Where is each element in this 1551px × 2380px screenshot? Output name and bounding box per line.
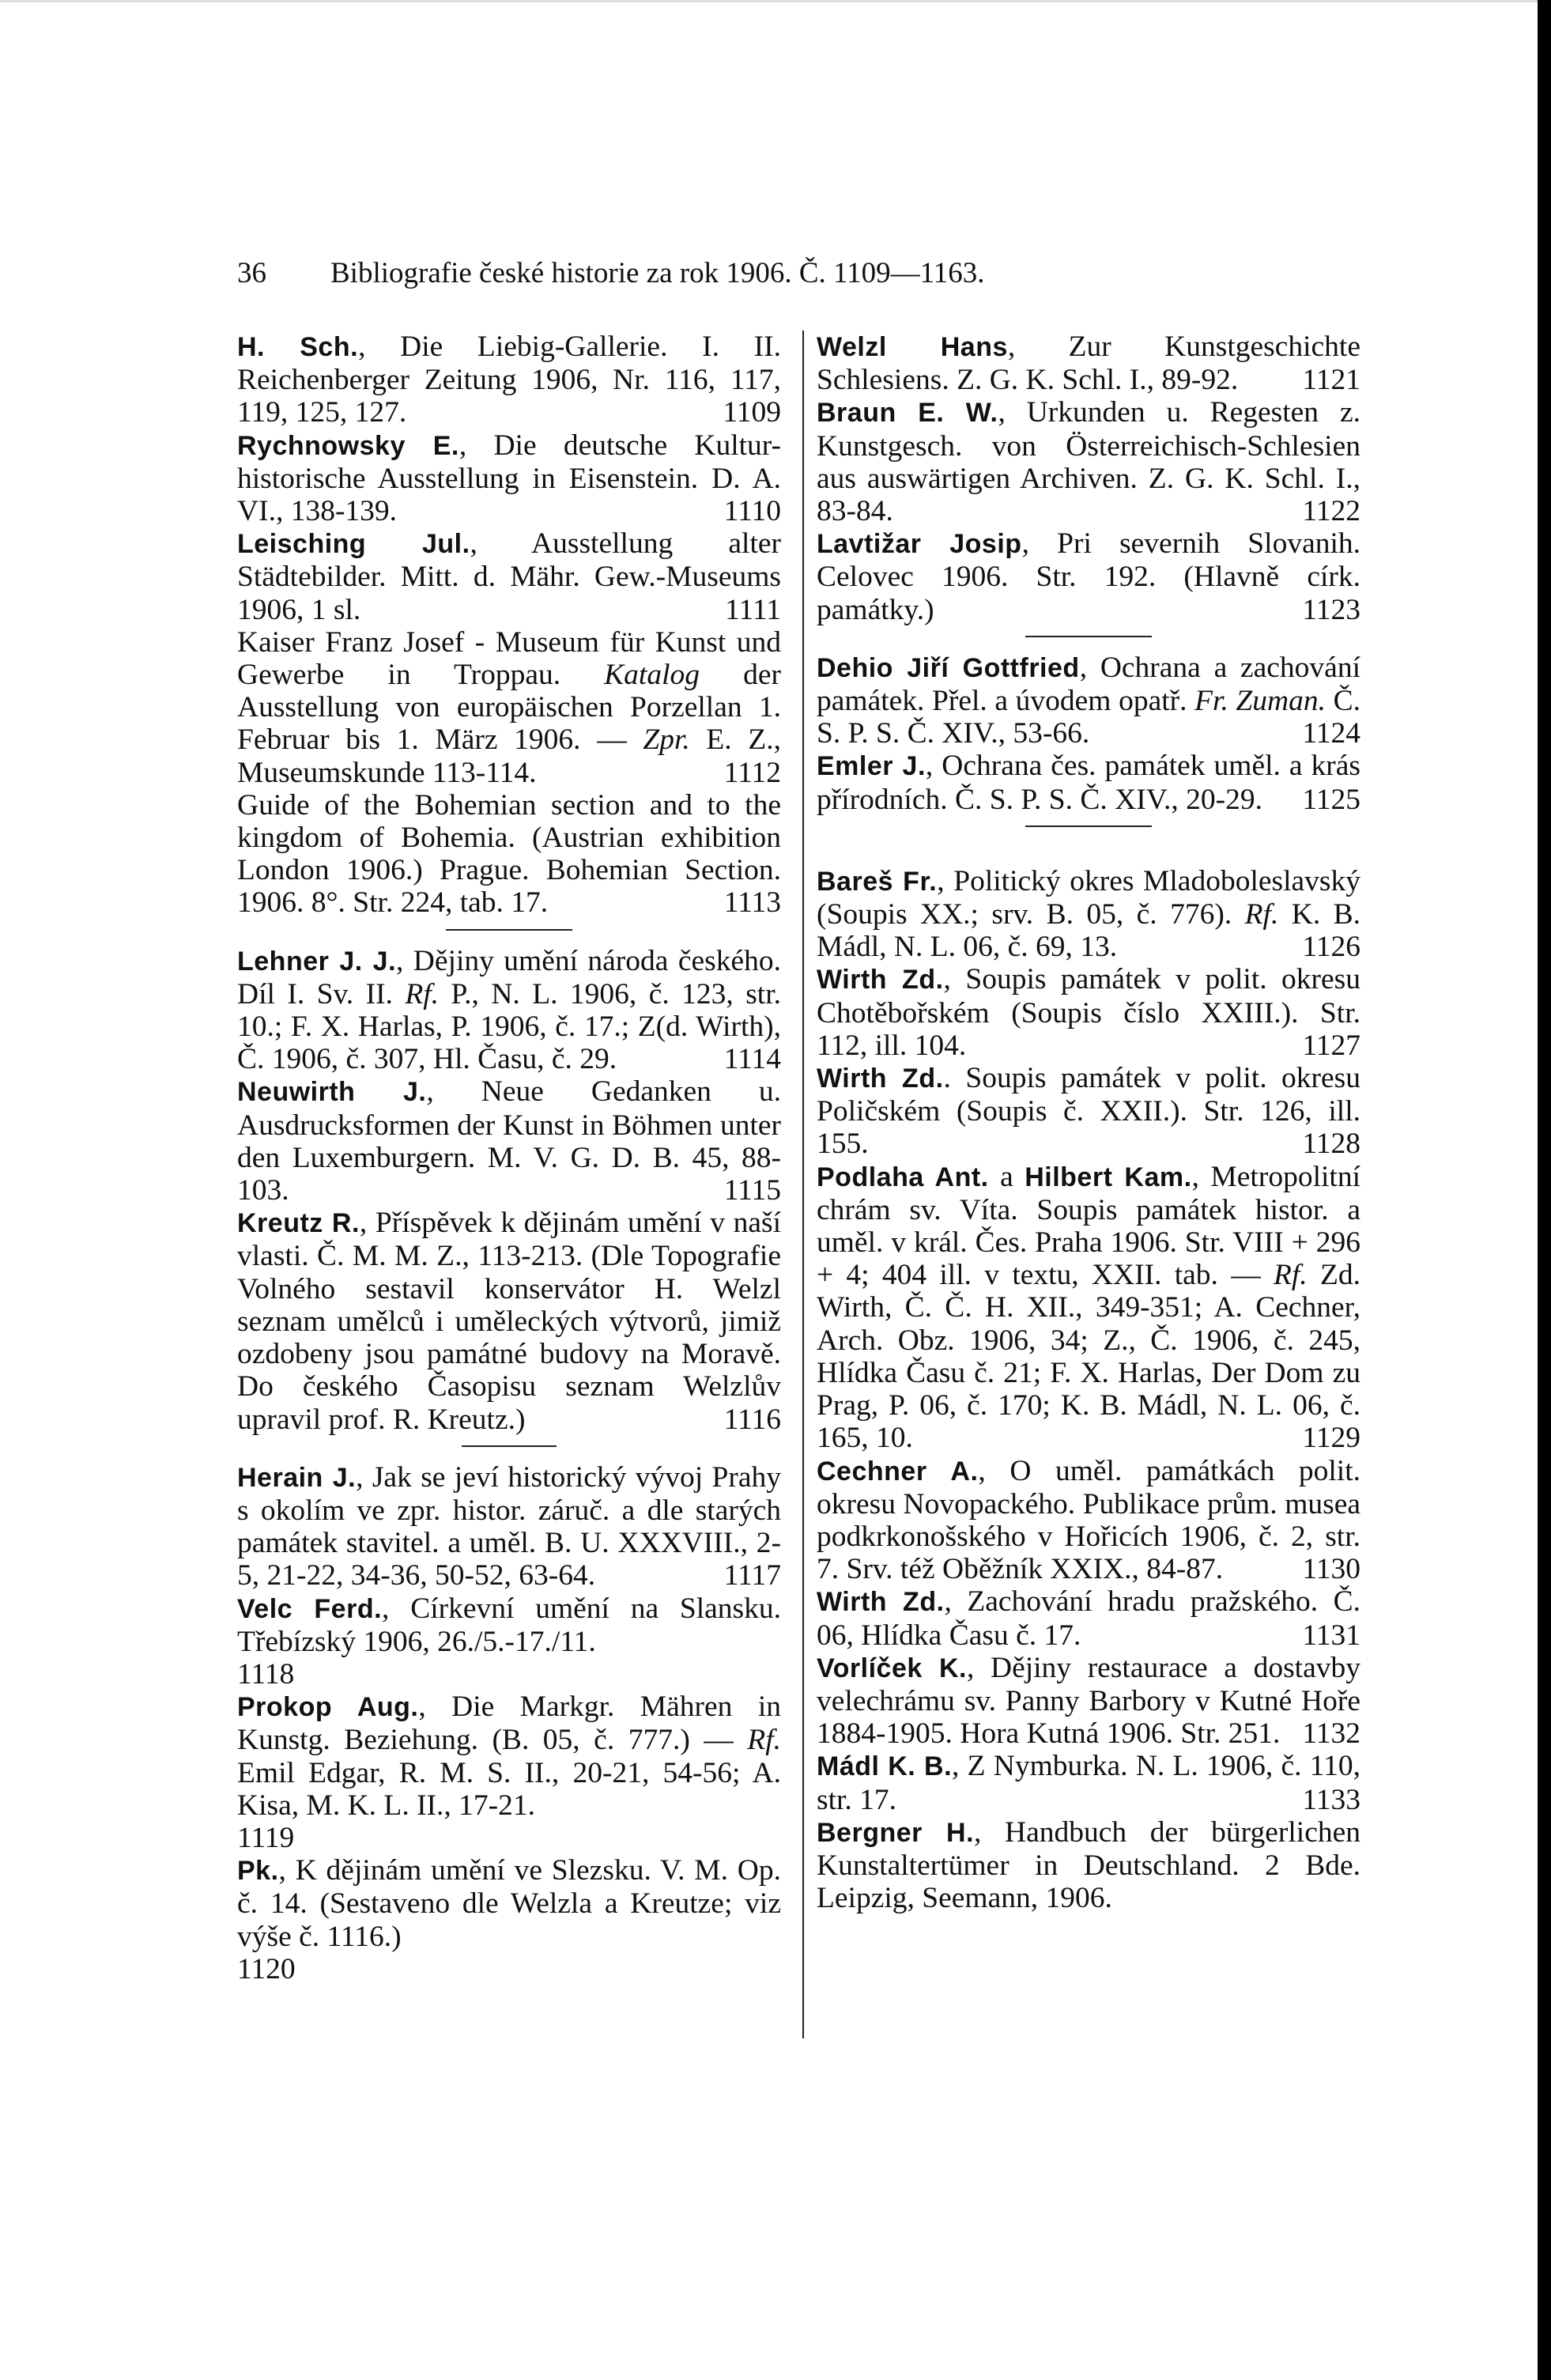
entry-author: Velc Ferd. <box>237 1593 383 1624</box>
entry-author: Emler J. <box>817 751 926 782</box>
entry-number-line <box>237 1822 781 1854</box>
entry-text: Kaiser Franz Josef - Museum für Kunst und Gewerbe in Troppau. <box>237 625 781 692</box>
entry-number: 1120 <box>237 1952 296 1985</box>
entry-text: , Die deutsche Kultur-historische Ausstellung in Eisenstein. D. A. VI., 138-139. <box>237 429 782 528</box>
entry-1114 <box>237 945 781 1076</box>
entry-text: , Ochrana čes. památek uměl. a krás přírodních. Č. S. P. S. Č. XIV., 20-29. <box>817 750 1360 816</box>
entry-author: Bergner H. <box>817 1817 975 1848</box>
entry-author: Leisching Jul. <box>237 529 470 560</box>
running-title: Bibliografie české historie za rok 1906. Č. 1109—1163. <box>330 257 985 289</box>
entry-1126 <box>817 865 1360 964</box>
entry-text: , Politický okres Mladoboleslavský (Soupis XX.; srv. B. 05, č. 776). <box>817 864 1361 931</box>
entry-number: 1113 <box>723 886 781 920</box>
entry-1116 <box>237 1207 781 1435</box>
entry-number: 1110 <box>723 495 781 528</box>
page-number: 36 <box>237 257 266 289</box>
entry-author: Wirth Zd. <box>817 1063 944 1094</box>
entry-1120 <box>237 1854 781 1953</box>
entry-text: , Jak se jeví historický vývoj Prahy s okolím ve zpr. histor. záruč. a dle starých památek stavitel. a uměl. B. U. XXXVIII., 2-5, 21-22, 34-36, 50-52, 63-64. <box>237 1460 781 1592</box>
entry-text: , Die Markgr. Mähren in Kunstg. Beziehung. (B. 05, č. 777.) — <box>237 1691 781 1757</box>
entry-author: Lehner J. J. <box>237 946 397 977</box>
right-column <box>817 331 1360 1914</box>
entry-text: , Ausstellung alter Städtebilder. Mitt. d. Mähr. Gew.-Museums 1906, 1 sl. <box>237 527 781 626</box>
entry-text: Č. S. P. S. Č. XIV., 53-66. <box>817 685 1360 750</box>
entry-author: Neuwirth J. <box>237 1077 427 1108</box>
entry-author: Braun E. W. <box>817 398 998 429</box>
column-divider <box>802 331 804 2038</box>
entry-author: Rychnowsky E. <box>237 430 459 461</box>
section-separator <box>446 929 572 931</box>
entry-1123 <box>817 527 1360 626</box>
entry-1117 <box>237 1461 781 1592</box>
entry-author: Dehio Jiří Gottfried <box>817 652 1080 683</box>
entry-number: 1109 <box>723 396 781 429</box>
entry-number: 1129 <box>1302 1422 1360 1455</box>
entry-1131 <box>817 1585 1360 1651</box>
entry-text: , Z Nymburka. N. L. 1906, č. 110, str. 17. <box>817 1750 1361 1816</box>
entry-italic: Rf. <box>1273 1259 1308 1292</box>
spacer <box>817 841 1360 865</box>
entry-author: Cechner A. <box>817 1456 979 1487</box>
entry-number: 1123 <box>1302 593 1360 626</box>
entry-number: 1133 <box>1302 1783 1360 1816</box>
entry-text: der Ausstellung von europäischen Porzellan 1. Februar bis 1. März 1906. — <box>237 659 781 757</box>
entry-text: , K dějinám umění ve Slezsku. V. M. Op. č. 14. (Sestaveno dle Welzla a Kreutze; viz výše č. 1116.) <box>237 1854 781 1953</box>
entry-number: 1124 <box>1302 717 1360 750</box>
entry-author: Pk. <box>237 1856 279 1887</box>
entry-coauthor: Hilbert Kam. <box>1025 1162 1192 1192</box>
entry-text: , Dějiny restaurace a dostavby velechrámu sv. Panny Barbory v Kutné Hoře 1884-1905. Hora Kutná 1906. Str. 251. <box>817 1651 1360 1751</box>
entry-1133 <box>817 1750 1360 1815</box>
left-column <box>237 331 781 1985</box>
entry-1111 <box>237 527 781 626</box>
entry-text: , Die Liebig-Gallerie. I. II. Reichenberger Zeitung 1906, Nr. 116, 117, 119, 125, 127. <box>237 331 782 429</box>
section-separator <box>1025 636 1152 637</box>
entry-1124 <box>817 652 1360 750</box>
entry-author: Prokop Aug. <box>237 1692 419 1723</box>
entry-italic: Rf. <box>747 1724 781 1757</box>
page-header <box>237 255 1368 293</box>
entry-text: K. B. Mádl, N. L. 06, č. 69, 13. <box>817 898 1360 964</box>
entry-number: 1119 <box>237 1821 295 1854</box>
entry-1121 <box>817 331 1360 396</box>
entry-number: 1116 <box>723 1403 781 1436</box>
entry-author: Wirth Zd. <box>817 965 944 995</box>
entry-number: 1127 <box>1302 1029 1360 1062</box>
entry-1112 <box>237 626 781 789</box>
entry-author: Lavtižar Josip <box>817 529 1022 560</box>
section-separator <box>1025 825 1152 827</box>
entry-1109 <box>237 331 781 429</box>
entry-text: , Ochrana a zachování památek. Přel. a úvodem opatř. <box>817 651 1360 718</box>
entry-author: Vorlíček K. <box>817 1653 967 1683</box>
entry-text: , Příspěvek k dějinám umění v naší vlasti. Č. M. M. Z., 113-213. (Dle Topografie Volného sestavil konservátor H. Welzl seznam umělců i uměleckých výtvorů, jimiž ozdobeny jsou památné budovy na Moravě. Do českého Časopisu seznam Welzlův upravil prof. R. Kreutz.) <box>237 1207 781 1436</box>
entry-text: Emil Edgar, R. M. S. II., 20-21, 54-56; A. Kisa, M. K. L. II., 17-21. <box>237 1756 781 1822</box>
entry-italic: Katalog <box>604 659 700 692</box>
entry-1134 <box>817 1816 1360 1915</box>
entry-text: , O uměl. památkách polit. okresu Novopackého. Publikace prům. musea podkrkonošského v Hořicích 1906, č. 2, str. 7. Srv. též Oběžník XXIX., 84-87. <box>817 1454 1361 1586</box>
entry-1125 <box>817 750 1360 815</box>
entry-text: , Neue Gedanken u. Ausdrucksformen der Kunst in Böhmen unter den Luxemburgern. M. V. G. D. B. 45, 88-103. <box>237 1075 781 1207</box>
entry-1130 <box>817 1455 1360 1586</box>
entry-number: 1111 <box>725 593 781 626</box>
entry-number: 1128 <box>1302 1128 1360 1161</box>
entry-text: , Zur Kunstgeschichte Schlesiens. Z. G. K. Schl. I., 89-92. <box>817 331 1360 397</box>
entry-text: , Soupis památek v polit. okresu Chotěbořském (Soupis číslo XXIII.). Str. 112, ill. 104. <box>817 963 1361 1062</box>
entry-author: Welzl Hans <box>817 332 1008 362</box>
entry-1115 <box>237 1075 781 1207</box>
entry-number: 1132 <box>1302 1717 1360 1751</box>
entry-number: 1125 <box>1302 783 1360 816</box>
entry-1119 <box>237 1691 781 1822</box>
entry-author: Bareš Fr. <box>817 866 938 897</box>
entry-author: Mádl K. B. <box>817 1751 953 1782</box>
entry-text: Zd. Wirth, Č. Č. H. XII., 349-351; A. Cechner, Arch. Obz. 1906, 34; Z., Č. 1906, č. 245, Hlídka Času č. 21; F. X. Harlas, Der Dom zu Prag, P. 06, č. 170; K. B. Mádl, N. L. 06, č. 165, 10. <box>817 1259 1360 1455</box>
entry-text: , Pri severnih Slovanih. Celovec 1906. Str. 192. (Hlavně círk. památky.) <box>817 527 1361 626</box>
entry-number: 1131 <box>1302 1619 1360 1652</box>
entry-italic: Rf. <box>405 977 440 1011</box>
entry-text: , Urkunden u. Regesten z. Kunstgesch. von Österreichisch-Schlesien aus auswärtigen Archiven. Z. G. K. Schl. I., 83-84. <box>817 396 1360 528</box>
entry-italic: Rf. <box>1244 898 1279 931</box>
entry-italic: Fr. Zuman. <box>1194 685 1326 718</box>
entry-text: E. Z., Museumskunde 113-114. <box>237 723 781 789</box>
entry-text: , Zachování hradu pražského. Č. 06, Hlídka Času č. 17. <box>817 1585 1360 1652</box>
entry-number: 1126 <box>1302 931 1360 964</box>
entry-joiner: a <box>988 1160 1025 1193</box>
entry-number: 1118 <box>237 1657 295 1691</box>
entry-1127 <box>817 963 1360 1062</box>
entry-number: 1115 <box>723 1174 781 1207</box>
entry-text: , Církevní umění na Slansku. Třebízský 1906, 26./5.-17./11. <box>237 1592 782 1658</box>
entry-number: 1114 <box>723 1043 781 1076</box>
entry-text: , Metropolitní chrám sv. Víta. Soupis památek histor. a uměl. v král. Čes. Praha 1906. Str. VIII + 296 + 4; 404 ill. v textu, XXII. tab. — <box>817 1160 1360 1292</box>
entry-1128 <box>817 1062 1360 1161</box>
entry-text: , Dějiny umění národa českého. Díl I. Sv. II. <box>237 944 781 1011</box>
entry-1129 <box>817 1161 1360 1455</box>
entry-text: P., N. L. 1906, č. 123, str. 10.; F. X. Harlas, P. 1906, č. 17.; Z(d. Wirth), Č. 1906, č. 307, Hl. Času, č. 29. <box>237 977 781 1076</box>
entry-author: Podlaha Ant. <box>817 1162 989 1192</box>
page-top-edge <box>0 0 1538 2</box>
entry-1113 <box>237 789 781 920</box>
entry-number: 1121 <box>1302 364 1360 397</box>
section-separator <box>462 1445 557 1447</box>
entry-1110 <box>237 429 781 528</box>
entry-author: Herain J. <box>237 1462 357 1493</box>
entry-text: . Soupis památek v polit. okresu Poličském (Soupis č. XXII.). Str. 126, ill. 155. <box>817 1062 1361 1161</box>
entry-text: Guide of the Bohemian section and to the kingdom of Bohemia. (Austrian exhibition London 1906.) Prague. Bohemian Section. 1906. 8°. Str. 224, tab. 17. <box>237 788 781 920</box>
entry-1118 <box>237 1592 781 1658</box>
entry-1122 <box>817 396 1360 527</box>
entry-number: 1112 <box>723 756 781 789</box>
entry-number-line <box>237 1953 781 1985</box>
entry-author: H. Sch. <box>237 332 359 362</box>
entry-number: 1130 <box>1302 1553 1360 1586</box>
entry-number: 1122 <box>1302 495 1360 528</box>
entry-author: Kreutz R. <box>237 1208 360 1239</box>
entry-1132 <box>817 1652 1360 1751</box>
entry-italic: Zpr. <box>643 723 690 757</box>
entry-author: Wirth Zd. <box>817 1587 945 1618</box>
entry-text: , Handbuch der bürgerlichen Kunstaltertümer in Deutschland. 2 Bde. Leipzig, Seemann, 1906. <box>817 1815 1360 1915</box>
entry-number: 1117 <box>723 1559 781 1592</box>
entry-number-line <box>237 1658 781 1691</box>
